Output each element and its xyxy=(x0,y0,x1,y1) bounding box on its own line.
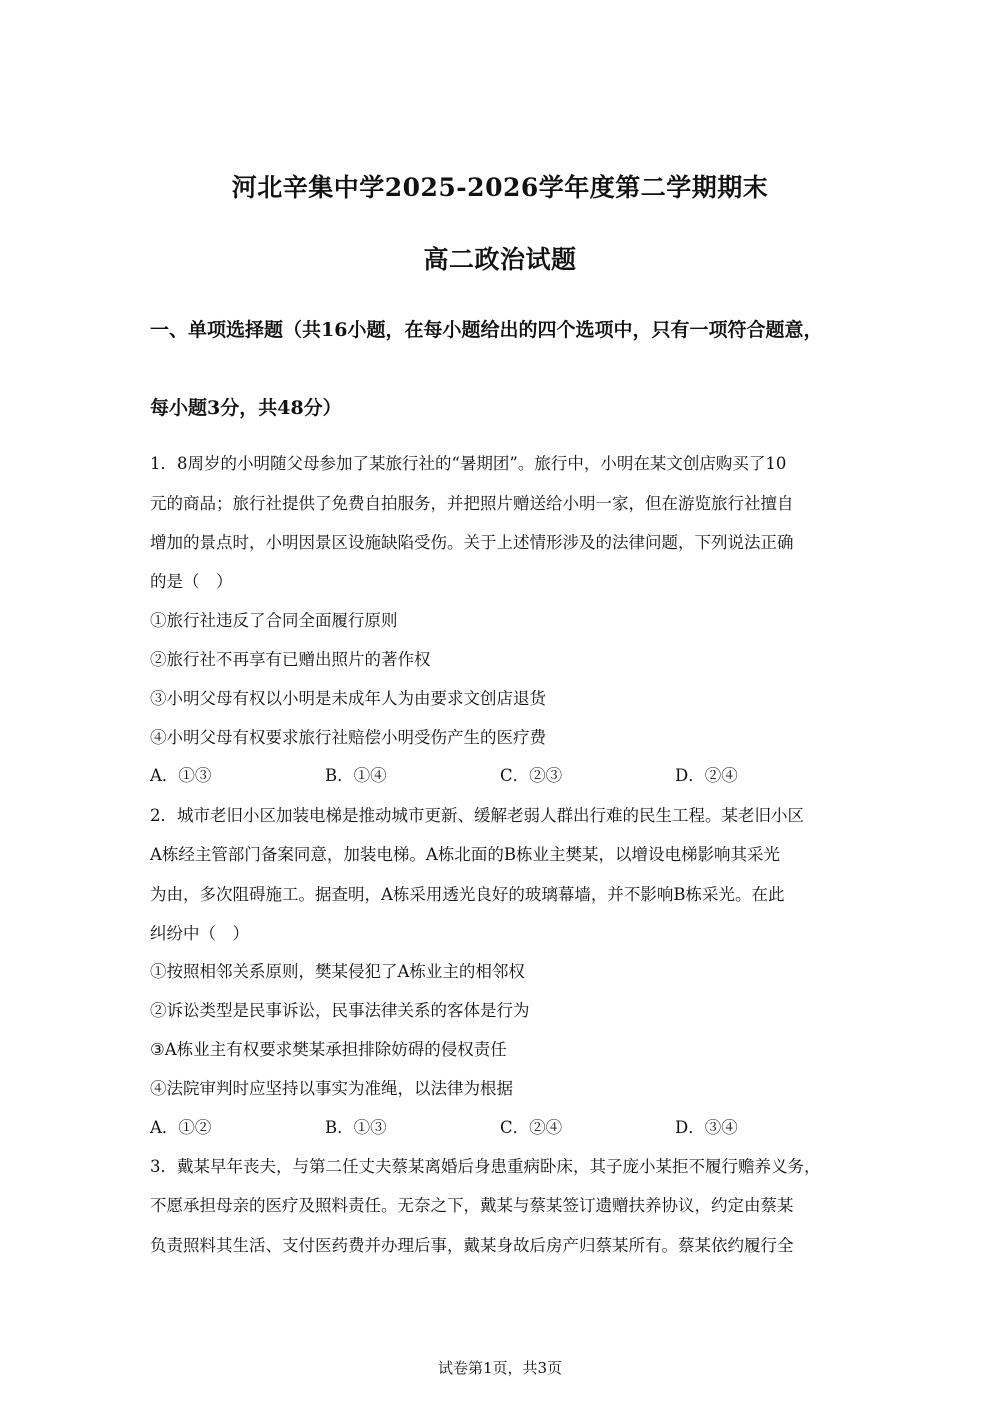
question-2-statement: ③A栋业主有权要求樊某承担排除妨碍的侵权责任 xyxy=(150,1040,507,1059)
question-1-options xyxy=(150,762,850,786)
question-2-statement: ②诉讼类型是民事诉讼，民事法律关系的客体是行为 xyxy=(150,1001,530,1020)
question-3-stem-line: 3．戴某早年丧夫，与第二任丈夫蔡某离婚后身患重病卧床，其子庞小某拒不履行赡养义务， xyxy=(150,1157,821,1176)
section-heading-continued: 每小题3分，共48分） xyxy=(150,397,342,419)
question-3-stem-line: 不愿承担母亲的医疗及照料责任。无奈之下，戴某与蔡某签订遗赠扶养协议，约定由蔡某 xyxy=(150,1196,794,1215)
page-footer: 试卷第1页，共3页 xyxy=(437,1359,563,1377)
question-2-stem-line: 2．城市老旧小区加装电梯是推动城市更新、缓解老弱人群出行难的民生工程。某老旧小区 xyxy=(150,806,804,825)
exam-subtitle: 高二政治试题 xyxy=(423,245,577,274)
question-2-statement: ①按照相邻关系原则，樊某侵犯了A栋业主的相邻权 xyxy=(150,962,525,981)
question-1-stem-line: 增加的景点时，小明因景区设施缺陷受伤。关于上述情形涉及的法律问题，下列说法正确 xyxy=(150,533,794,552)
question-1-stem-line: 元的商品；旅行社提供了免费自拍服务，并把照片赠送给小明一家，但在游览旅行社擅自 xyxy=(150,494,794,513)
option-b: B．①③ xyxy=(325,1118,387,1137)
question-1-statement: ②旅行社不再享有已赠出照片的著作权 xyxy=(150,650,431,669)
question-2-stem-line: A栋经主管部门备案同意，加装电梯。A栋北面的B栋业主樊某，以增设电梯影响其采光 xyxy=(150,845,780,864)
option-c: C．②③ xyxy=(500,766,563,785)
question-2-stem-line: 纠纷中（ ） xyxy=(150,924,249,943)
question-1-statement: ③小明父母有权以小明是未成年人为由要求文创店退货 xyxy=(150,689,546,708)
question-1-statement: ①旅行社违反了合同全面履行原则 xyxy=(150,611,398,630)
question-3-stem-line: 负责照料其生活、支付医药费并办理后事，戴某身故后房产归蔡某所有。蔡某依约履行全 xyxy=(150,1236,794,1255)
question-2-options xyxy=(150,1114,850,1138)
question-2-stem-line: 为由，多次阻碍施工。据查明，A栋采用透光良好的玻璃幕墙，并不影响B栋采光。在此 xyxy=(150,885,785,904)
option-a: A．①② xyxy=(150,1118,212,1137)
section-heading: 一、单项选择题（共16小题，在每小题给出的四个选项中，只有一项符合题意， xyxy=(150,319,823,341)
option-c: C．②④ xyxy=(500,1118,563,1137)
option-d: D．③④ xyxy=(675,1118,738,1137)
question-2-statement: ④法院审判时应坚持以事实为准绳，以法律为根据 xyxy=(150,1079,513,1098)
option-a: A．①③ xyxy=(150,766,212,785)
question-1-statement: ④小明父母有权要求旅行社赔偿小明受伤产生的医疗费 xyxy=(150,728,546,747)
question-1-stem-line: 1．8周岁的小明随父母参加了某旅行社的“暑期团”。旅行中，小明在某文创店购买了10 xyxy=(150,454,787,473)
exam-title: 河北辛集中学2025-2026学年度第二学期期末 xyxy=(231,173,769,202)
option-d: D．②④ xyxy=(675,766,738,785)
option-b: B．①④ xyxy=(325,766,387,785)
question-1-stem-line: 的是（ ） xyxy=(150,572,233,591)
